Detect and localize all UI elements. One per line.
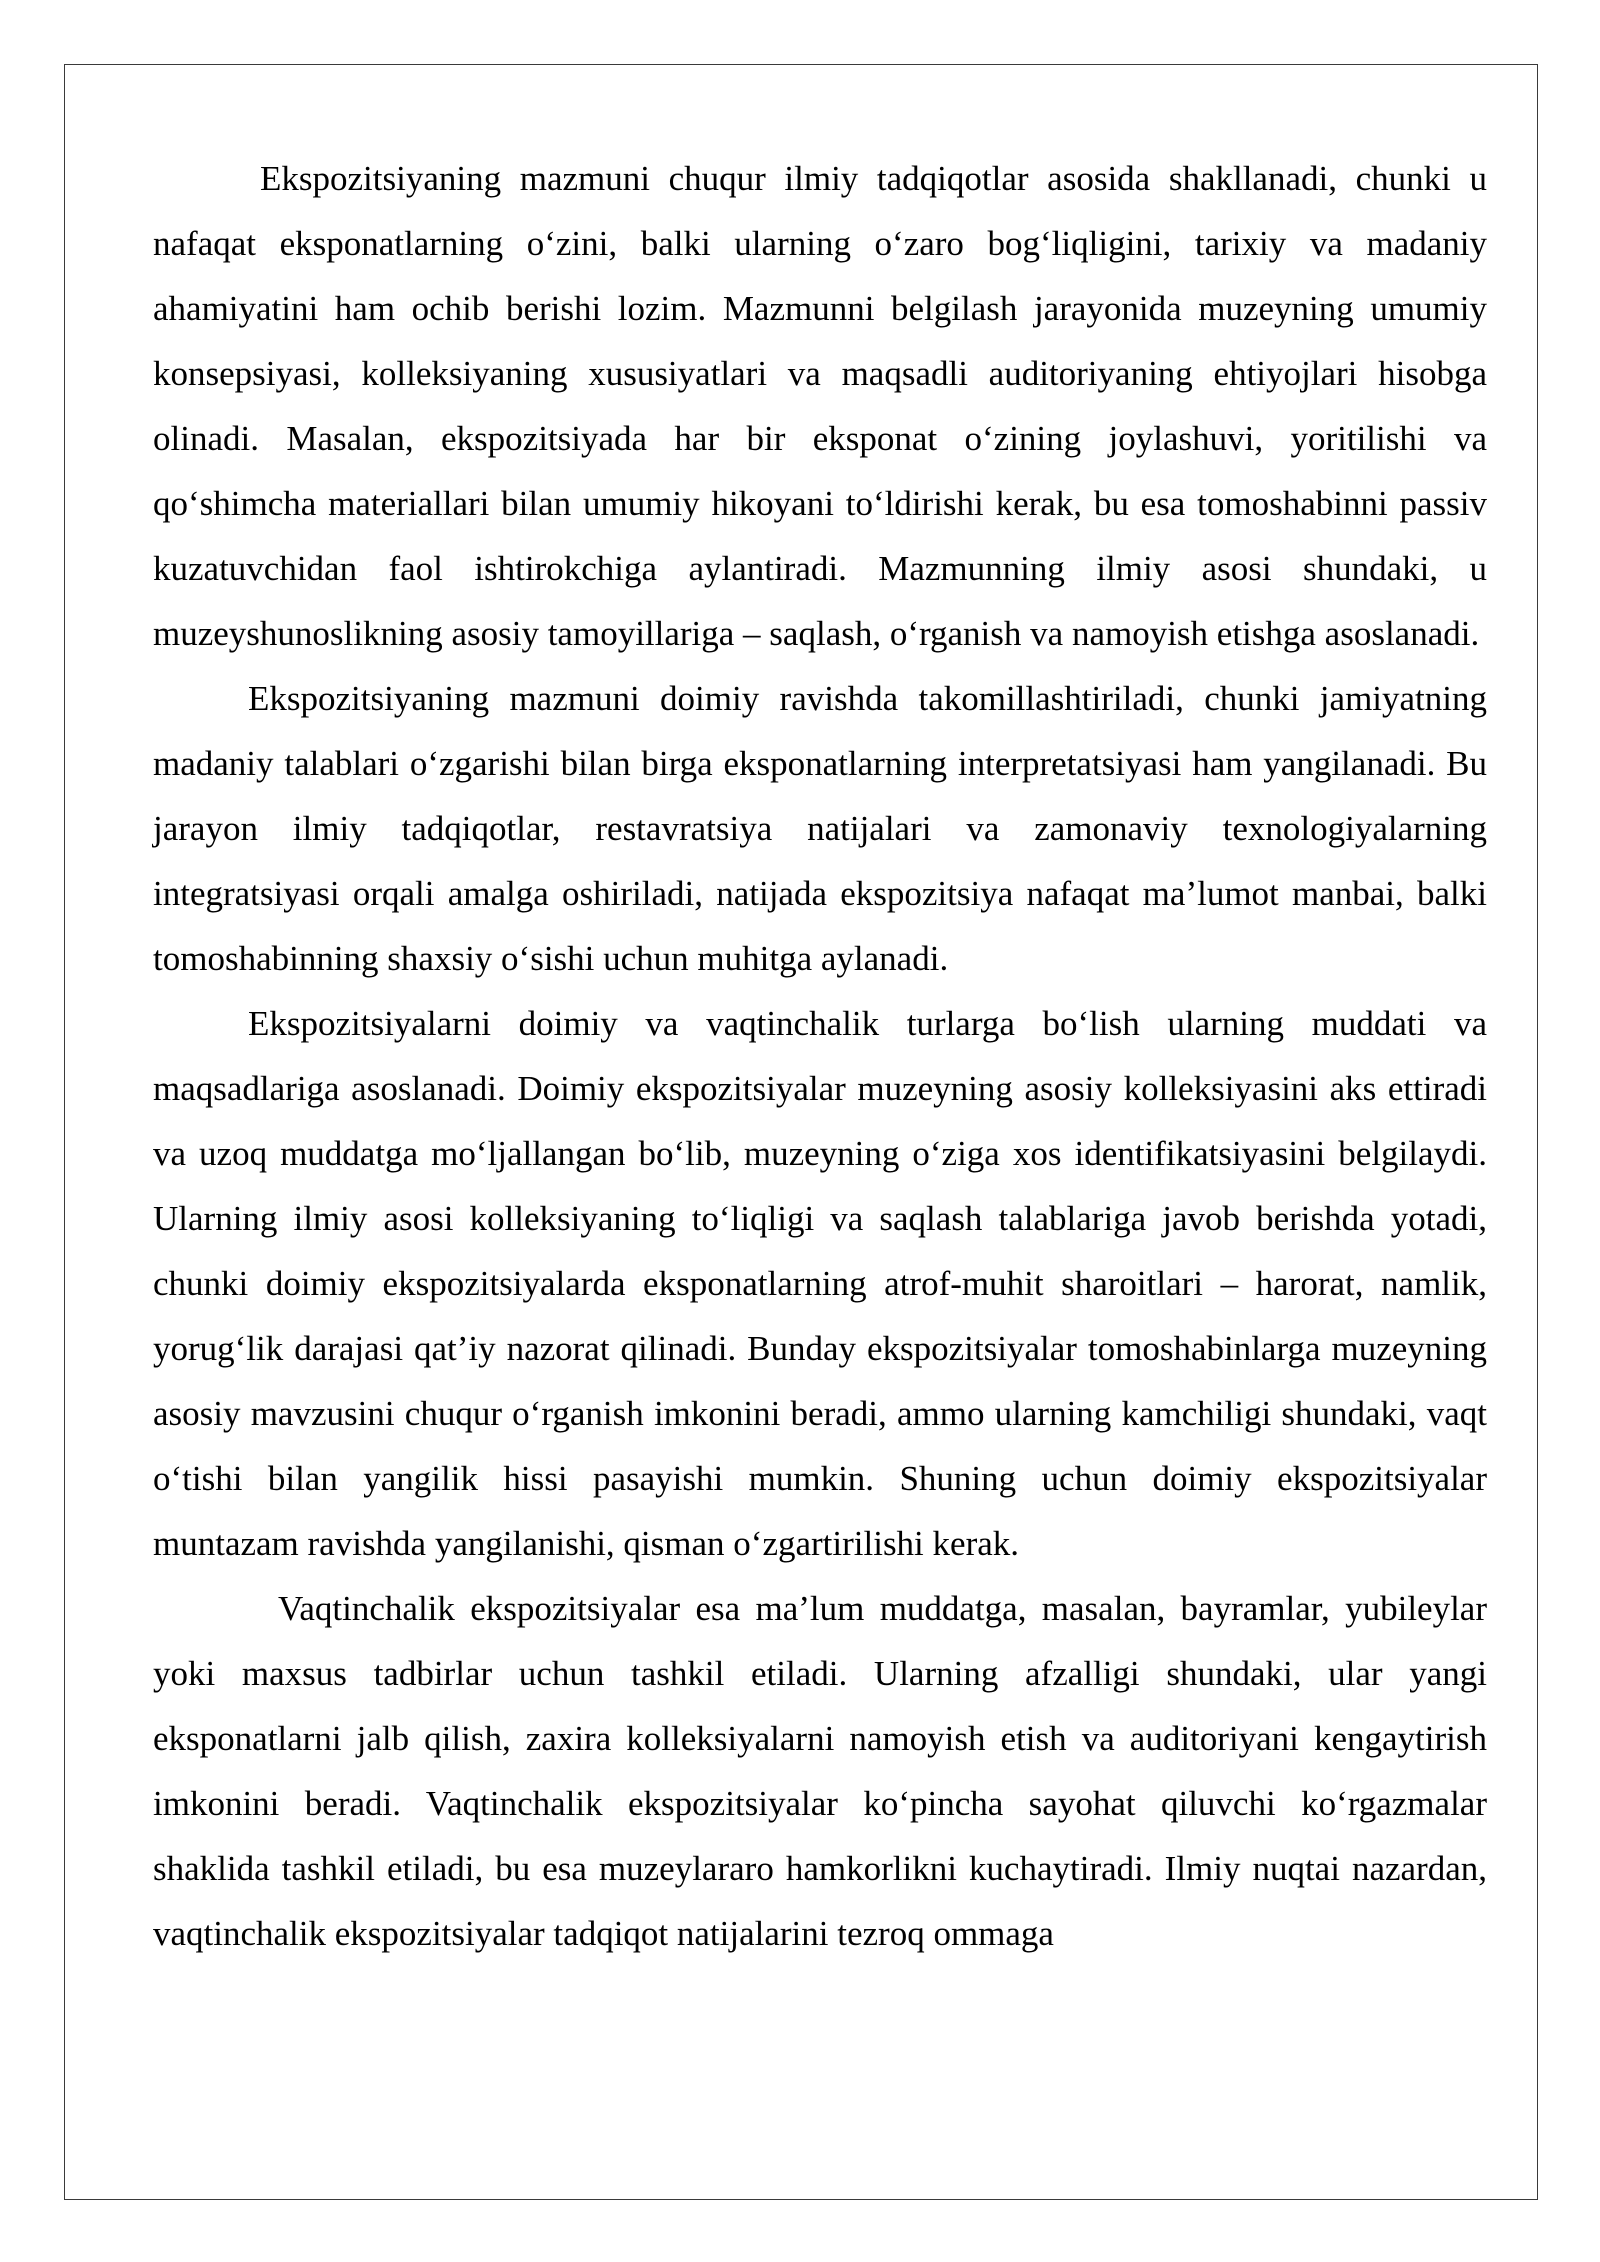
paragraph-exposition-content: Ekspozitsiyaning mazmuni chuqur ilmiy tadqiqotlar asosida shakllanadi, chunki u nafaqat eksponatlarning o‘zini, balki ularning o‘zaro bog‘liqligini, tarixiy va madaniy ahamiyatini ham ochib berishi lozim. Mazmunni belgilash jarayonida muzeyning umumiy konsepsiyasi, kolleksiyaning xususiyatlari va maqsadli auditoriyaning ehtiyojlari hisobga olinadi. Masalan, ekspozitsiyada har bir eksponat o‘zining joylashuvi, yoritilishi va qo‘shimcha materiallari bilan umumiy hikoyani to‘ldirishi kerak, bu esa tomoshabinni passiv kuzatuvchidan faol ishtirokchiga aylantiradi. Mazmunning ilmiy asosi shundaki, u muzeyshunoslikning asosiy tamoyillariga – saqlash, o‘rganish va namoyish etishga asoslanadi. xyxy=(153,159,1487,653)
paragraph-temporary-exhibitions: Vaqtinchalik ekspozitsiyalar esa ma’lum muddatga, masalan, bayramlar, yubileylar yoki maxsus tadbirlar uchun tashkil etiladi. Ularning afzalligi shundaki, ular yangi eksponatlarni jalb qilish, zaxira kolleksiyalarni namoyish etish va auditoriyani kengaytirish imkonini beradi. Vaqtinchalik ekspozitsiyalar ko‘pincha sayohat qiluvchi ko‘rgazmalar shaklida tashkil etiladi, bu esa muzeylararo hamkorlikni kuchaytiradi. Ilmiy nuqtai nazardan, vaqtinchalik ekspozitsiyalar tadqiqot natijalarini tezroq ommaga xyxy=(153,1589,1487,1953)
paragraph-exposition-improvement: Ekspozitsiyaning mazmuni doimiy ravishda takomillashtiriladi, chunki jamiyatning madaniy talablari o‘zgarishi bilan birga eksponatlarning interpretatsiyasi ham yangilanadi. Bu jarayon ilmiy tadqiqotlar, restavratsiya natijalari va zamonaviy texnologiyalarning integratsiyasi orqali amalga oshiriladi, natijada ekspozitsiya nafaqat ma’lumot manbai, balki tomoshabinning shaxsiy o‘sishi uchun muhitga aylanadi. xyxy=(153,679,1487,978)
document-body xyxy=(153,146,1487,1966)
paragraph-permanent-exhibitions: Ekspozitsiyalarni doimiy va vaqtinchalik turlarga bo‘lish ularning muddati va maqsadlariga asoslanadi. Doimiy ekspozitsiyalar muzeyning asosiy kolleksiyasini aks ettiradi va uzoq muddatga mo‘ljallangan bo‘lib, muzeyning o‘ziga xos identifikatsiyasini belgilaydi. Ularning ilmiy asosi kolleksiyaning to‘liqligi va saqlash talablariga javob berishda yotadi, chunki doimiy ekspozitsiyalarda eksponatlarning atrof-muhit sharoitlari – harorat, namlik, yorug‘lik darajasi qat’iy nazorat qilinadi. Bunday ekspozitsiyalar tomoshabinlarga muzeyning asosiy mavzusini chuqur o‘rganish imkonini beradi, ammo ularning kamchiligi shundaki, vaqt o‘tishi bilan yangilik hissi pasayishi mumkin. Shuning uchun doimiy ekspozitsiyalar muntazam ravishda yangilanishi, qisman o‘zgartirilishi kerak. xyxy=(153,1004,1487,1563)
